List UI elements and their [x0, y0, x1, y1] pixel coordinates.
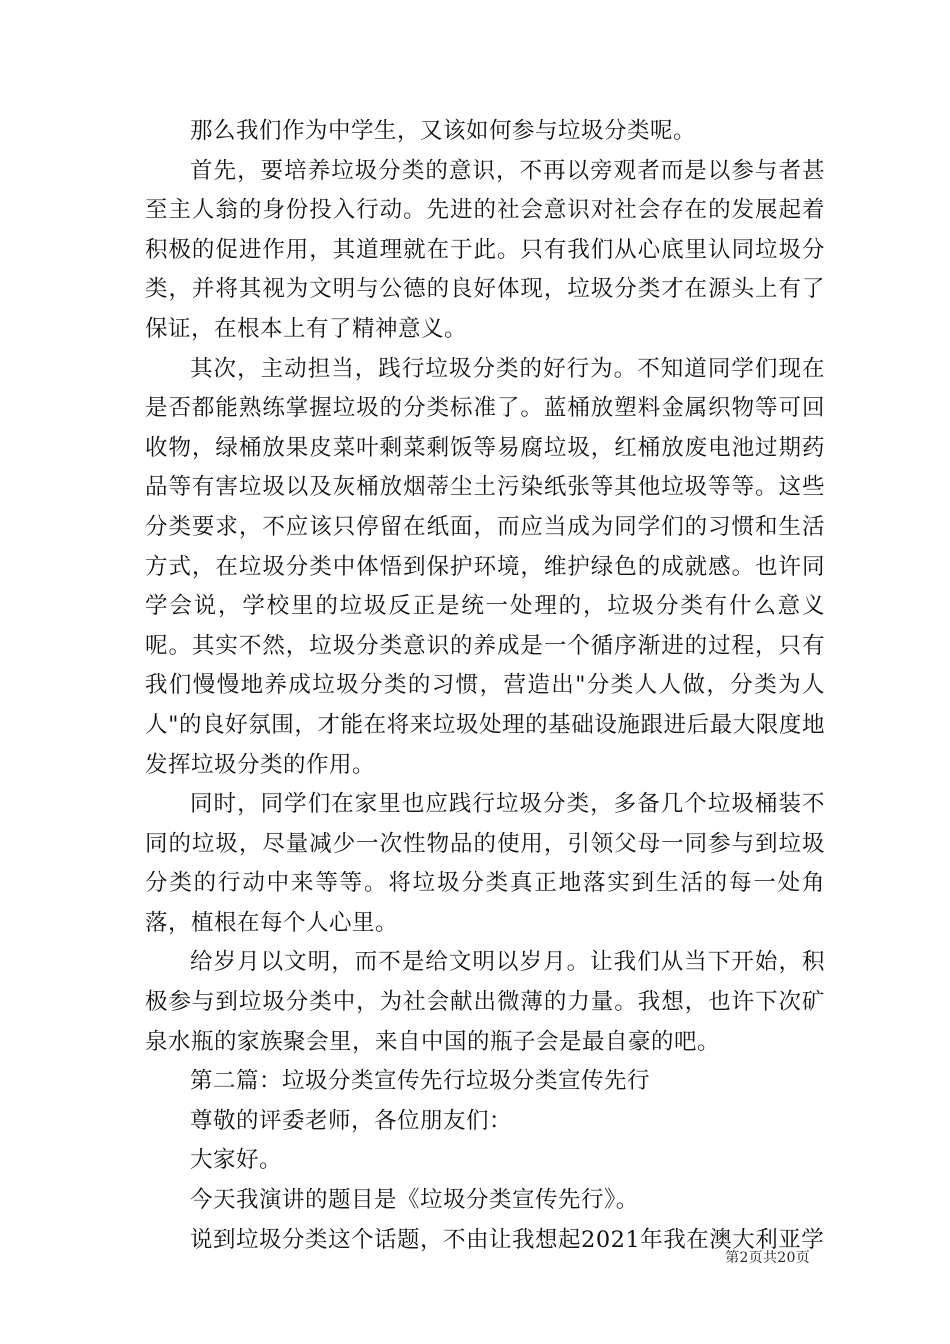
section-heading: 第二篇：垃圾分类宣传先行垃圾分类宣传先行 [190, 1068, 651, 1095]
document-body [145, 112, 825, 1260]
paragraph-intro: 说到垃圾分类这个话题，不由让我想起2021年我在澳大利亚学 [190, 1226, 825, 1253]
paragraph-first-point: 首先，要培养垃圾分类的意识，不再以旁观者而是以参与者甚至主人翁的身份投入行动。先进的社会意识对社会存在的发展起着积极的促进作用，其道理就在于此。只有我们从心底里认同垃圾分类，并将其视为文明与公德的良好体现，垃圾分类才在源头上有了保证，在根本上有了精神意义。 [145, 157, 825, 342]
speech-topic: 今天我演讲的题目是《垃圾分类宣传先行》。 [190, 1187, 639, 1214]
paragraph-conclusion: 给岁月以文明，而不是给文明以岁月。让我们从当下开始，积极参与到垃圾分类中，为社会献出微薄的力量。我想，也许下次矿泉水瓶的家族聚会里，来自中国的瓶子会是最自豪的吧。 [145, 949, 825, 1055]
paragraph-home-practice: 同时，同学们在家里也应践行垃圾分类，多备几个垃圾桶装不同的垃圾，尽量减少一次性物品的使用，引领父母一同参与到垃圾分类的行动中来等等。将垃圾分类真正地落实到生活的每一处角落，植根在每个人心里。 [145, 791, 825, 936]
greeting: 大家好。 [190, 1147, 283, 1174]
paragraph-second-point: 其次，主动担当，践行垃圾分类的好行为。不知道同学们现在是否都能熟练掌握垃圾的分类标准了。蓝桶放塑料金属织物等可回收物，绿桶放果皮菜叶剩菜剩饭等易腐垃圾，红桶放废电池过期药品等有害垃圾以及灰桶放烟蒂尘土污染纸张等其他垃圾等等。这些分类要求，不应该只停留在纸面，而应当成为同学们的习惯和生活方式，在垃圾分类中体悟到保护环境，维护绿色的成就感。也许同学会说，学校里的垃圾反正是统一处理的，垃圾分类有什么意义呢。其实不然，垃圾分类意识的养成是一个循序渐进的过程，只有我们慢慢地养成垃圾分类的习惯，营造出"分类人人做，分类为人人"的良好氛围，才能在将来垃圾处理的基础设施跟进后最大限度地发挥垃圾分类的作用。 [145, 355, 825, 778]
paragraph-question: 那么我们作为中学生，又该如何参与垃圾分类呢。 [190, 118, 697, 144]
page-number: 第2页共20页 [725, 1250, 810, 1266]
salutation: 尊敬的评委老师，各位朋友们： [190, 1107, 513, 1134]
